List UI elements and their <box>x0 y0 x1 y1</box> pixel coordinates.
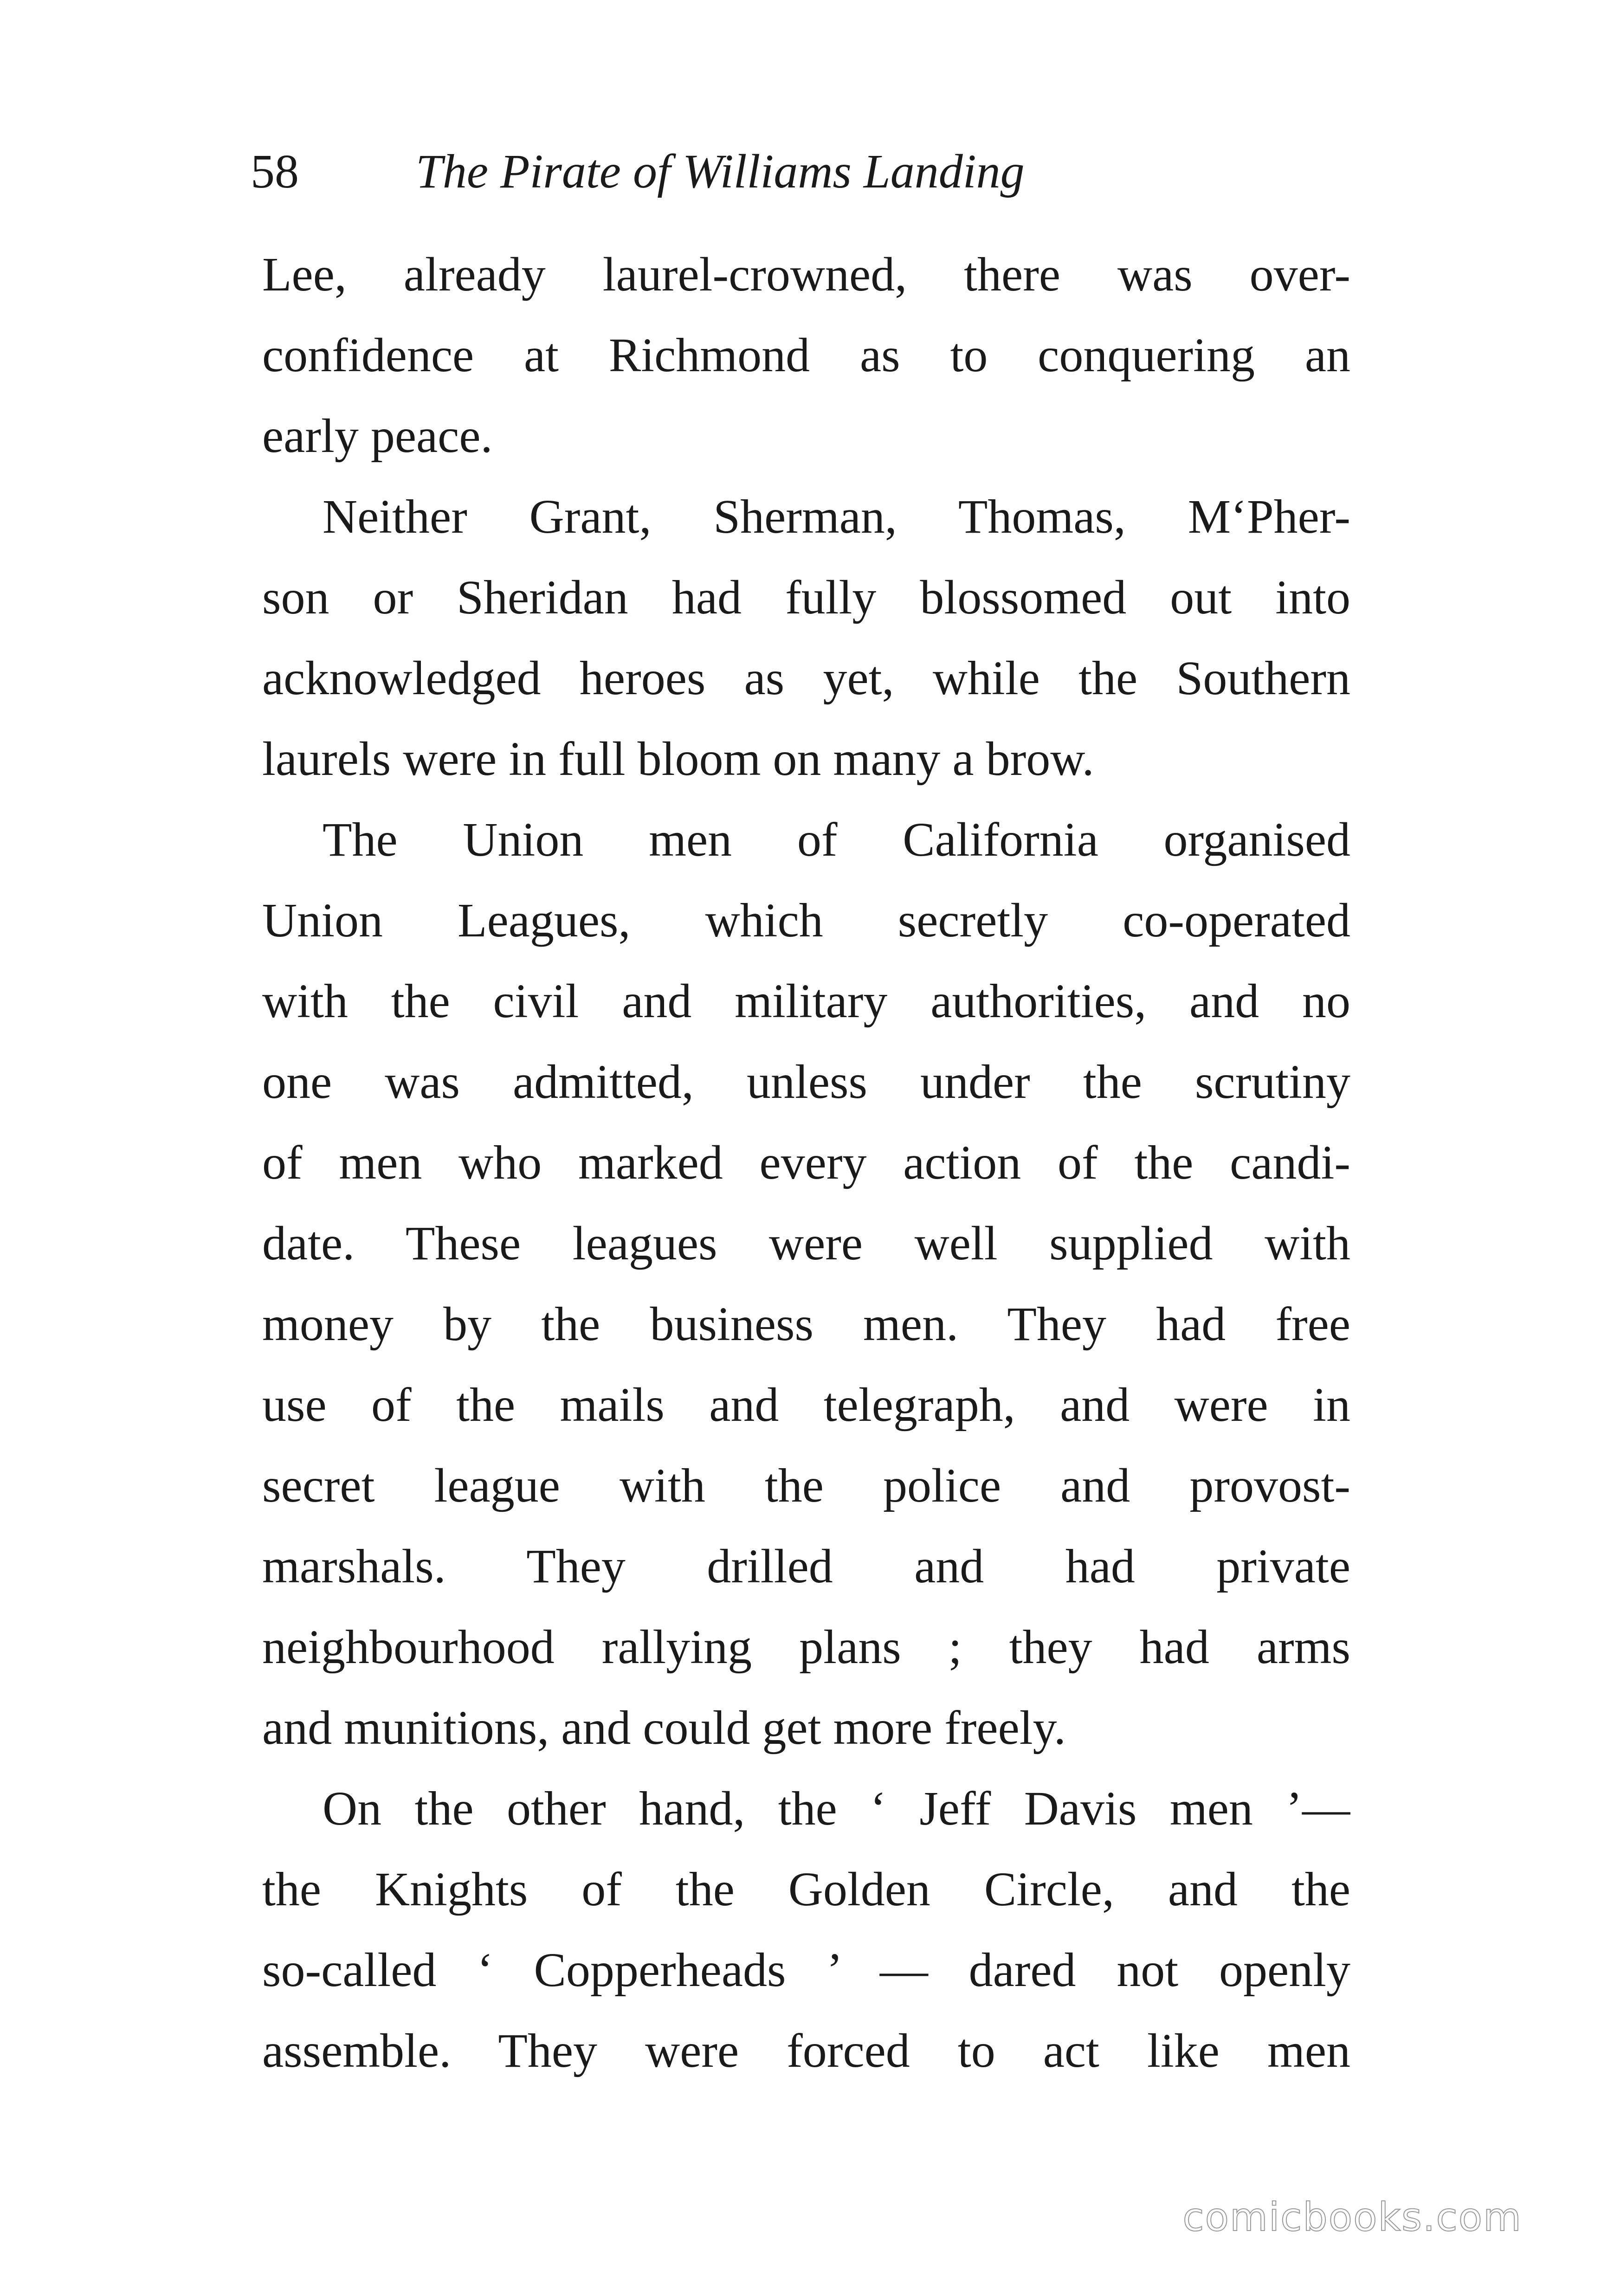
text-line: The Union men of California organised <box>323 813 1350 866</box>
text-line: early peace. <box>262 409 493 463</box>
text-line: son or Sheridan had fully blossomed out into <box>262 571 1350 624</box>
text-line: On the other hand, the ‘ Jeff Davis men ’— <box>323 1782 1350 1835</box>
text-line: acknowledged heroes as yet, while the Southern <box>262 651 1350 705</box>
text-line: laurels were in full bloom on many a brow. <box>262 732 1094 786</box>
text-line: date. These leagues were well supplied with <box>262 1217 1350 1270</box>
text-line: neighbourhood rallying plans ; they had arms <box>262 1620 1350 1674</box>
page-number: 58 <box>251 145 299 198</box>
text-line: so-called ‘ Copperheads ’ — dared not openly <box>262 1943 1350 1997</box>
watermark: comicbooks.com <box>1182 2194 1522 2240</box>
text-line: Union Leagues, which secretly co-operated <box>262 894 1350 947</box>
text-line: and munitions, and could get more freely. <box>262 1701 1066 1754</box>
text-line: of men who marked every action of the candi- <box>262 1136 1350 1189</box>
running-title: The Pirate of Williams Landing <box>416 145 1025 198</box>
text-line: use of the mails and telegraph, and were in <box>262 1378 1350 1432</box>
text-line: the Knights of the Golden Circle, and the <box>262 1863 1350 1916</box>
text-line: money by the business men. They had free <box>262 1297 1350 1351</box>
text-line: marshals. They drilled and had private <box>262 1540 1350 1593</box>
text-line: with the civil and military authorities, and no <box>262 974 1350 1028</box>
text-line: confidence at Richmond as to conquering an <box>262 329 1350 382</box>
body-text <box>262 234 1350 2091</box>
text-line: Lee, already laurel-crowned, there was over- <box>262 248 1350 301</box>
text-line: secret league with the police and provost- <box>262 1459 1350 1512</box>
text-line: one was admitted, unless under the scrutiny <box>262 1055 1350 1109</box>
text-line: Neither Grant, Sherman, Thomas, M‘Pher- <box>323 490 1350 543</box>
text-line: assemble. They were forced to act like men <box>262 2024 1350 2077</box>
running-head <box>251 135 1364 209</box>
